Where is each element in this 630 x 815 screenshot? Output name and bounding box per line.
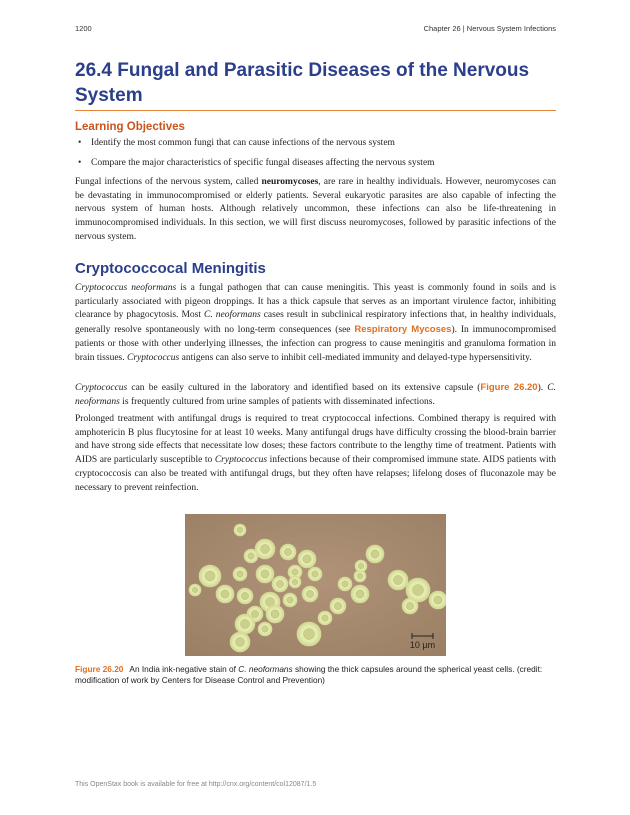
page-number: 1200: [75, 24, 92, 33]
cryptococcus-paragraph-2: Cryptococcus can be easily cultured in the laboratory and identified based on its extensive capsule (Figure 26.20). C. neoformans is frequently cultured from urine samples of patients with disseminated infections.: [75, 382, 556, 407]
section-title: 26.4 Fungal and Parasitic Diseases of the Nervous System: [75, 60, 530, 106]
figure-label: Figure 26.20: [75, 664, 124, 674]
objective-item: • Compare the major characteristics of specific fungal diseases affecting the nervous system: [78, 157, 435, 168]
yeast-cells-illustration: [185, 514, 446, 656]
scale-bar-label: 10 µm: [409, 640, 436, 650]
footer-note: This OpenStax book is available for free at http://cnx.org/content/col12087/1.5: [75, 781, 317, 788]
figure-caption: Figure 26.20 An India ink-negative stain of C. neoformans showing the thick capsules around the spherical yeast cells. (credit: modification of work by Centers for Disease Control and Prevention): [75, 664, 543, 685]
micrograph-image: [185, 514, 446, 656]
respiratory-mycoses-link[interactable]: Respiratory Mycoses: [354, 324, 452, 336]
cryptococcus-paragraph-3: Prolonged treatment with antifungal drugs is required to treat cryptococcal infections. Combined therapy is required with amphotericin B plus flucytosine for at least 10 weeks. Many antifungal drugs have difficulty crossing the blood-brain barrier and have strong side effects that necessitate low doses; these factors contribute to the lengthy time of treatment. Patients with AIDS are particularly susceptible to Cryptococcus infections because of their compromised immune state. AIDS patients with cryptococcosis can also be treated with antifungal drugs, but they often have relapses; lifelong doses of fluconazole may be necessary to prevent reinfection.: [75, 414, 556, 493]
bullet-icon: •: [78, 138, 82, 148]
running-header: [75, 24, 556, 36]
cryptococcus-paragraph-1: Cryptococcus neoformans is a fungal pathogen that can cause meningitis. This yeast is commonly found in soils and is particularly associated with pigeon droppings. It has a thick capsule that serves as an important virulence factor, inhibiting clearance by phagocytosis. Most C. neoformans cases result in subclinical respiratory infections that, in healthy individuals, generally resolve spontaneously with no long-term consequences (see Respiratory Mycoses). In immunocompromised patients or those with other underlying illnesses, the infection can progress to cause meningitis and granuloma formation in brain tissues. Cryptococcus antigens can also serve to inhibit cell-mediated immunity and delayed-type hypersensitivity.: [75, 283, 556, 363]
title-divider: [75, 110, 556, 111]
intro-paragraph: Fungal infections of the nervous system, called neuromycoses, are rare in healthy individuals. However, neuromycoses can be devastating in immunocompromised or elderly patients. Several eukaryotic parasites are also capable of infecting the nervous system of human hosts. Although relatively uncommon, these infections can also be life-threatening in immunocompromised individuals. In this section, we will first discuss neuromycoses, followed by parasitic infections of the nervous system.: [75, 177, 556, 242]
bullet-icon: •: [78, 157, 82, 168]
figure-26-20-link[interactable]: Figure 26.20: [480, 382, 538, 393]
learning-objectives-heading: Learning Objectives: [75, 121, 185, 133]
objective-item: • Identify the most common fungi that can cause infections of the nervous system: [78, 138, 395, 148]
learning-objectives-list: [75, 137, 556, 176]
chapter-title: Chapter 26 | Nervous System Infections: [423, 24, 556, 33]
key-term: neuromycoses: [261, 177, 319, 187]
subsection-heading: Cryptococcocal Meningitis: [75, 260, 266, 277]
